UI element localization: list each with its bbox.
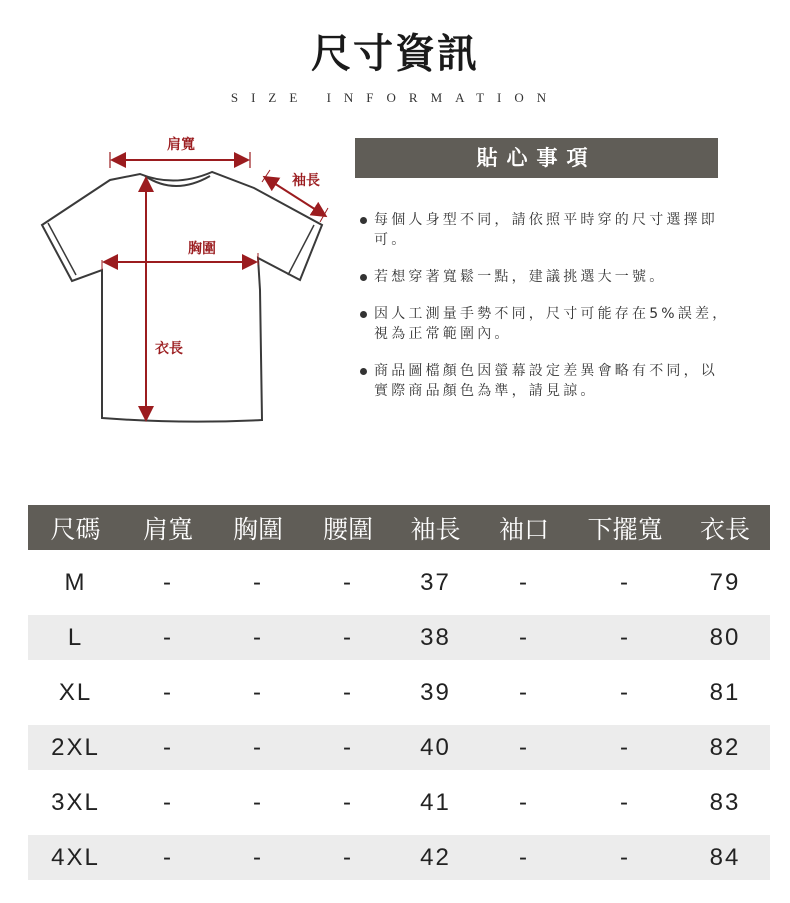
page-subtitle: SIZE INFORMATION — [230, 90, 560, 105]
column-header: 袖口 — [498, 514, 549, 544]
table-row: M - - - 37 - - 79 — [64, 568, 741, 596]
tip-item: 因人工測量手勢不同，尺寸可能存在5%誤差，視為正常範圍內。 — [360, 304, 730, 344]
tips-list — [360, 210, 730, 418]
bullet-icon — [360, 274, 367, 281]
bullet-icon — [360, 368, 367, 375]
column-header: 胸圍 — [232, 514, 283, 544]
column-header: 肩寬 — [142, 514, 193, 544]
page-title: 尺寸資訊 — [311, 30, 479, 77]
label-length: 衣長 — [155, 341, 183, 357]
table-row: 3XL - - - 41 - - 83 — [51, 788, 741, 816]
column-header: 腰圍 — [322, 514, 373, 544]
column-header: 下擺寬 — [587, 514, 663, 544]
column-header: 衣長 — [699, 514, 750, 544]
bullet-icon — [360, 217, 367, 224]
column-header: 尺碼 — [50, 514, 101, 544]
bullet-icon — [360, 311, 367, 318]
label-sleeve: 袖長 — [292, 173, 320, 189]
tips-heading: 貼心事項 — [355, 138, 718, 178]
tip-item: 每個人身型不同，請依照平時穿的尺寸選擇即可。 — [360, 210, 730, 250]
table-header — [28, 505, 770, 550]
column-header: 袖長 — [410, 514, 461, 544]
table-row: 2XL - - - 40 - - 82 — [28, 725, 770, 770]
table-row: 4XL - - - 42 - - 84 — [28, 835, 770, 880]
tip-item: 商品圖檔顏色因螢幕設定差異會略有不同，以實際商品顏色為準，請見諒。 — [360, 361, 730, 401]
table-row: XL - - - 39 - - 81 — [58, 678, 741, 706]
size-table — [28, 505, 770, 880]
tshirt-diagram — [30, 130, 350, 430]
table-row: L - - - 38 - - 80 — [28, 615, 770, 660]
label-shoulder: 肩寬 — [167, 137, 195, 153]
tip-item: 若想穿著寬鬆一點，建議挑選大一號。 — [360, 267, 730, 287]
label-chest: 胸圍 — [188, 241, 216, 257]
